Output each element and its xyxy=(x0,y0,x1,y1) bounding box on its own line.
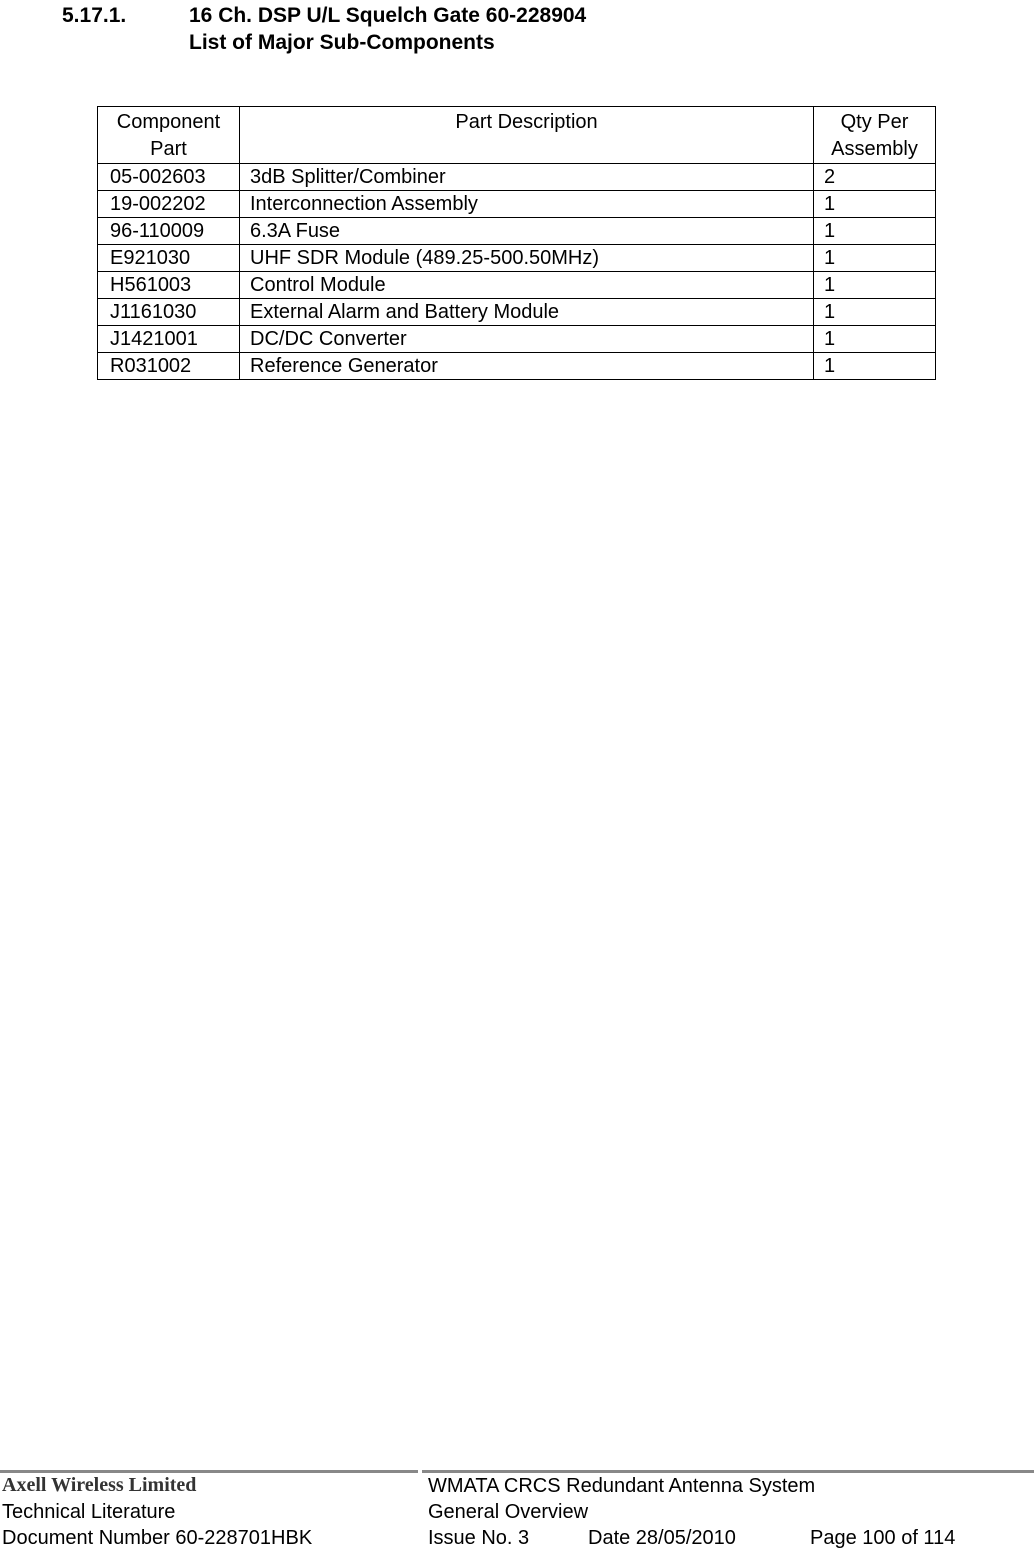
table-row xyxy=(98,245,936,272)
description-cell: Reference Generator xyxy=(240,353,814,380)
header-component-part: Component Part xyxy=(98,107,240,164)
description-cell: 6.3A Fuse xyxy=(240,218,814,245)
header-qty-per-assembly: Qty Per Assembly xyxy=(814,107,936,164)
table-row xyxy=(98,353,936,380)
part-number-cell: J1421001 xyxy=(98,326,240,353)
table-row xyxy=(98,218,936,245)
qty-cell: 1 xyxy=(814,245,936,272)
description-cell: UHF SDR Module (489.25-500.50MHz) xyxy=(240,245,814,272)
issue-date: Date 28/05/2010 xyxy=(588,1527,736,1549)
part-number-cell: 19-002202 xyxy=(98,191,240,218)
qty-cell: 2 xyxy=(814,164,936,191)
part-number-cell: 96-110009 xyxy=(98,218,240,245)
issue-number: Issue No. 3 xyxy=(428,1527,530,1549)
qty-cell: 1 xyxy=(814,353,936,380)
description-cell: 3dB Splitter/Combiner xyxy=(240,164,814,191)
qty-cell: 1 xyxy=(814,191,936,218)
footer-divider-left xyxy=(0,1470,418,1473)
table-row xyxy=(98,272,936,299)
footer-divider-right xyxy=(422,1470,1034,1473)
section-number: 5.17.1. xyxy=(62,4,127,27)
qty-cell: 1 xyxy=(814,299,936,326)
part-number-cell: E921030 xyxy=(98,245,240,272)
qty-cell: 1 xyxy=(814,326,936,353)
header-part-description: Part Description xyxy=(240,107,814,164)
part-number-cell: 05-002603 xyxy=(98,164,240,191)
table-row xyxy=(98,191,936,218)
part-number-cell: J1161030 xyxy=(98,299,240,326)
overview-label: General Overview xyxy=(428,1501,589,1523)
page-number: Page 100 of 114 xyxy=(810,1527,956,1549)
description-cell: Control Module xyxy=(240,272,814,299)
table-row xyxy=(98,164,936,191)
page-footer xyxy=(0,1474,1034,1552)
description-cell: DC/DC Converter xyxy=(240,326,814,353)
table-row xyxy=(98,326,936,353)
table-header-row xyxy=(98,107,936,164)
qty-cell: 1 xyxy=(814,272,936,299)
literature-label: Technical Literature xyxy=(2,1501,176,1523)
part-number-cell: H561003 xyxy=(98,272,240,299)
components-table xyxy=(97,106,936,380)
table-row xyxy=(98,299,936,326)
company-name: Axell Wireless Limited xyxy=(2,1474,197,1496)
qty-cell: 1 xyxy=(814,218,936,245)
description-cell: External Alarm and Battery Module xyxy=(240,299,814,326)
section-subtitle: List of Major Sub-Components xyxy=(189,31,495,54)
section-title: 16 Ch. DSP U/L Squelch Gate 60-228904 xyxy=(189,4,587,27)
description-cell: Interconnection Assembly xyxy=(240,191,814,218)
part-number-cell: R031002 xyxy=(98,353,240,380)
document-number: Document Number 60-228701HBK xyxy=(2,1527,313,1549)
system-name: WMATA CRCS Redundant Antenna System xyxy=(428,1475,816,1497)
